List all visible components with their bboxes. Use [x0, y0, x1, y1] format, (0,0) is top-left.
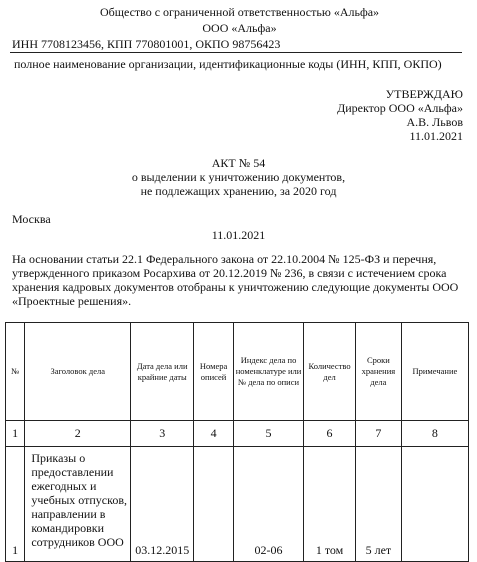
column-number: 7	[356, 421, 402, 447]
table-header-row	[6, 323, 469, 421]
approve-date: 11.01.2021	[409, 129, 463, 143]
header-inventory: Номера описей	[194, 323, 234, 421]
basis-paragraph	[12, 252, 467, 308]
header-date: Дата дела или крайние даты	[131, 323, 194, 421]
approve-name: А.В. Львов	[406, 115, 463, 129]
header-note: Примечание	[401, 323, 468, 421]
column-number: 6	[304, 421, 356, 447]
column-numbers-row	[6, 421, 469, 447]
org-short-name: ООО «Альфа»	[202, 21, 277, 35]
column-number: 5	[233, 421, 303, 447]
cell-count: 1 том	[304, 447, 356, 562]
column-number: 1	[6, 421, 25, 447]
organization-block	[12, 4, 467, 52]
basis-line-2: утвержденного приказом Росархива от 20.12.2019 № 236, в связи с истечением срока	[12, 266, 447, 280]
org-caption: полное наименование организации, идентификационные коды (ИНН, КПП, ОКПО)	[14, 57, 442, 71]
cell-index: 02-06	[233, 447, 303, 562]
act-title: АКТ № 54	[211, 156, 266, 170]
table-row	[6, 447, 469, 562]
approve-word: УТВЕРЖДАЮ	[385, 87, 463, 101]
cell-number: 1	[6, 447, 25, 562]
cell-note	[401, 447, 468, 562]
cell-term: 5 лет	[356, 447, 402, 562]
act-heading	[0, 156, 477, 198]
org-codes: ИНН 7708123456, КПП 770801001, ОКПО 98756423	[12, 37, 281, 51]
act-subtitle-2: не подлежащих хранению, за 2020 год	[140, 184, 337, 198]
approval-block	[337, 87, 463, 143]
column-number: 3	[131, 421, 194, 447]
approve-position: Директор ООО «Альфа»	[337, 101, 463, 115]
act-subtitle-1: о выделении к уничтожению документов,	[131, 170, 346, 184]
column-number: 8	[401, 421, 468, 447]
org-divider	[10, 52, 462, 53]
header-number: №	[6, 323, 25, 421]
cell-date: 03.12.2015	[131, 447, 194, 562]
column-number: 2	[25, 421, 131, 447]
cell-inventory	[194, 447, 234, 562]
basis-line-4: «Проектные решения».	[12, 294, 132, 308]
header-title: Заголовок дела	[25, 323, 131, 421]
basis-line-1: На основании статьи 22.1 Федерального закона от 22.10.2004 № 125-ФЗ и перечня,	[12, 252, 437, 266]
header-term: Сроки хранения дела	[356, 323, 402, 421]
cell-title: Приказы о предоставлении ежегодных и учебных отпусков, направлении в командировки сотрудников ООО	[25, 447, 131, 562]
column-number: 4	[194, 421, 234, 447]
header-index: Индекс дела по номенклатуре или № дела по описи	[233, 323, 303, 421]
header-count: Количество дел	[304, 323, 356, 421]
basis-line-3: хранения кадровых документов отобраны к уничтожению следующие документы ООО	[12, 280, 459, 294]
org-full-name: Общество с ограниченной ответственностью «Альфа»	[99, 5, 380, 19]
documents-table	[5, 322, 469, 562]
act-city: Москва	[12, 212, 51, 226]
act-date: 11.01.2021	[211, 228, 266, 242]
